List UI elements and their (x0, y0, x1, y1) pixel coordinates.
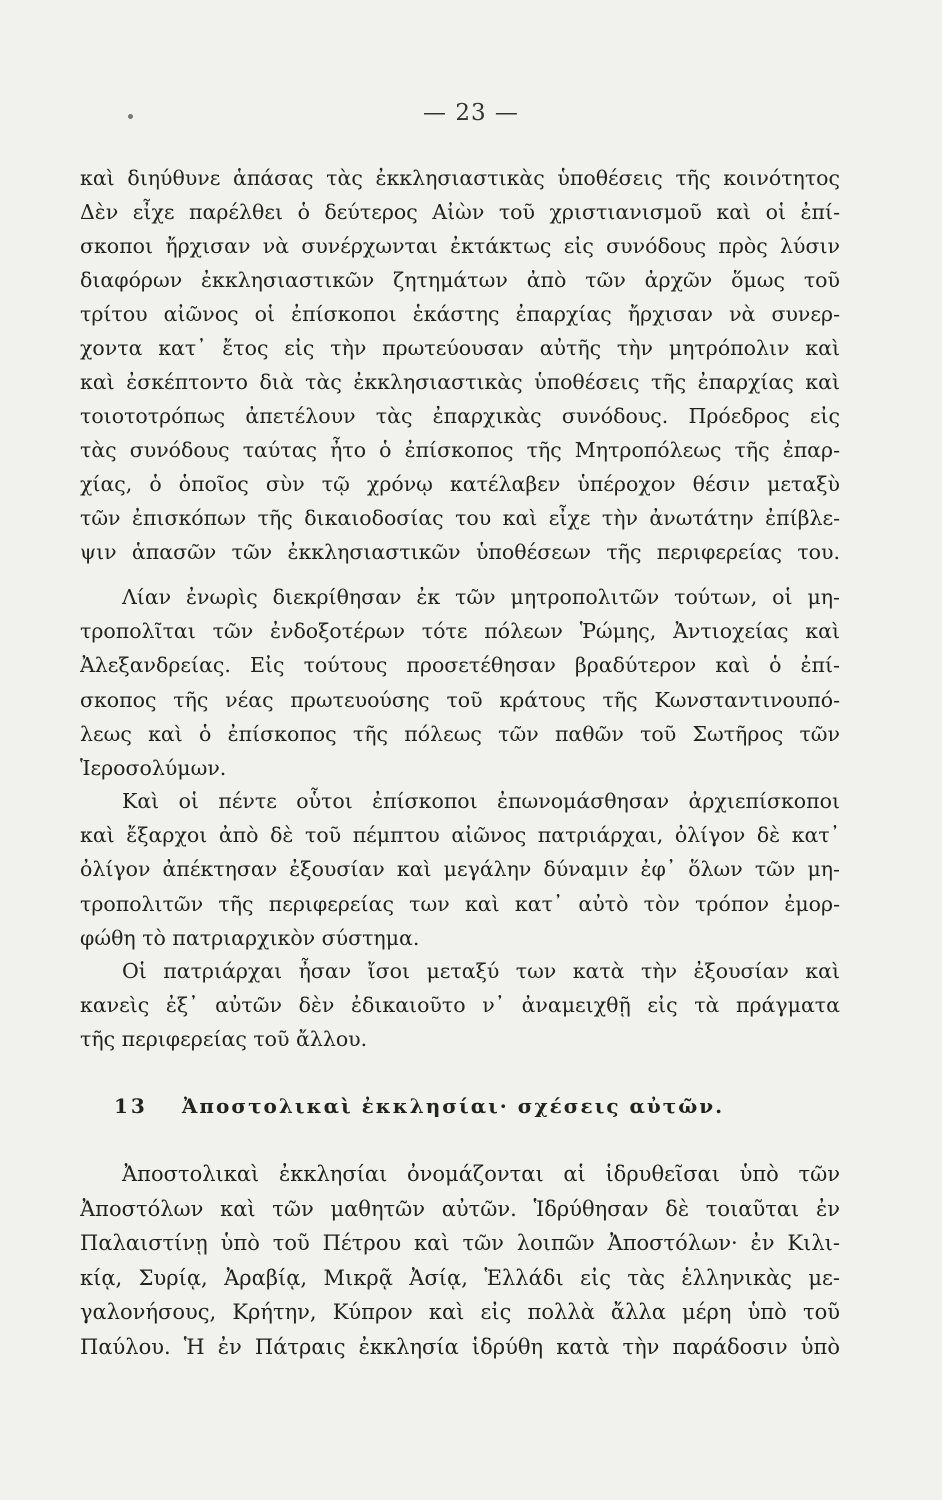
text-line: Οἱ πατριάρχαι ἦσαν ἴσοι μεταξύ των κατὰ τὴν ἐξουσίαν καὶ (122, 959, 840, 983)
text-line: Δὲν εἶχε παρέλθει ὁ δεύτερος Αἰὼν τοῦ χριστιανισμοῦ καὶ οἱ ἐπί- (80, 200, 840, 224)
text-line: τῶν ἐπισκόπων τῆς δικαιοδοσίας του καὶ εἶχε τὴν ἀνωτάτην ἐπίβλε- (80, 506, 840, 530)
text-line: ὀλίγον ἀπέκτησαν ἐξουσίαν καὶ μεγάλην δύναμιν ἐφ᾽ ὅλων τῶν μη- (80, 857, 840, 882)
section-heading (114, 1094, 724, 1118)
section-paragraph (80, 1157, 840, 1365)
text-line: λεως καὶ ὁ ἐπίσκοπος τῆς πόλεως τῶν παθῶν τοῦ Σωτῆρος τῶν (80, 721, 840, 746)
section-title: Ἀποστολικαὶ ἐκκλησίαι· σχέσεις αὐτῶν. (181, 1094, 725, 1118)
text-line: καὶ ἐσκέπτοντο διὰ τὰς ἐκκλησιαστικὰς ὑποθέσεις τῆς ἐπαρχίας καὶ (80, 370, 840, 394)
text-line: καὶ διηύθυνε ἁπάσας τὰς ἐκκλησιαστικὰς ὑποθέσεις τῆς κοινότητος (80, 166, 840, 190)
text-line: χίας, ὁ ὁποῖος σὺν τῷ χρόνῳ κατέλαβεν ὑπέροχον θέσιν μεταξὺ (80, 472, 840, 496)
paragraph-4 (80, 954, 840, 1057)
text-line: διαφόρων ἐκκλησιαστικῶν ζητημάτων ἀπὸ τῶν ἀρχῶν ὅμως τοῦ (80, 268, 840, 292)
text-line: καὶ ἔξαρχοι ἀπὸ δὲ τοῦ πέμπτου αἰῶνος πατριάρχαι, ὀλίγον δὲ κατ᾽ (80, 823, 840, 848)
page-number: — 23 — (423, 100, 519, 126)
paragraph-1 (80, 161, 840, 569)
text-line: τροπολῖται τῶν ἐνδοξοτέρων τότε πόλεων Ῥώμης, Ἀντιοχείας καὶ (80, 619, 840, 644)
text-line: κίᾳ, Συρίᾳ, Ἀραβίᾳ, Μικρᾷ Ἀσίᾳ, Ἑλλάδι εἰς τὰς ἑλληνικὰς με- (80, 1265, 840, 1290)
text-line: Λίαν ἐνωρὶς διεκρίθησαν ἐκ τῶν μητροπολιτῶν τούτων, οἱ μη- (122, 585, 840, 609)
text-line: χοντα κατ᾽ ἔτος εἰς τὴν πρωτεύουσαν αὐτῆς τὴν μητρόπολιν καὶ (80, 336, 840, 360)
text-line: Ἀποστόλων καὶ τῶν μαθητῶν αὐτῶν. Ἱδρύθησαν δὲ τοιαῦται ἐν (80, 1196, 840, 1221)
paragraph-3 (80, 784, 840, 955)
text-line: Ἱεροσολύμων. (80, 755, 227, 780)
text-line: Παλαιστίνῃ ὑπὸ τοῦ Πέτρου καὶ τῶν λοιπῶν Ἀποστόλων· ἐν Κιλι- (80, 1231, 840, 1256)
text-line: Παύλου. Ἡ ἐν Πάτραις ἐκκλησία ἱδρύθη κατὰ τὴν παράδοσιν ὑπὸ (80, 1334, 840, 1359)
section-number: 13 (114, 1094, 148, 1118)
text-line: ψιν ἁπασῶν τῶν ἐκκλησιαστικῶν ὑποθέσεων τῆς περιφερείας του. (80, 540, 840, 564)
text-line: φώθη τὸ πατριαρχικὸν σύστημα. (80, 925, 420, 950)
paragraph-2 (80, 580, 840, 785)
text-line: Καὶ οἱ πέντε οὗτοι ἐπίσκοποι ἐπωνομάσθησαν ἀρχιεπίσκοποι (122, 789, 840, 813)
text-line: τὰς συνόδους ταύτας ἦτο ὁ ἐπίσκοπος τῆς Μητροπόλεως τῆς ἐπαρ- (80, 438, 840, 462)
text-line: Ἀλεξανδρείας. Εἰς τούτους προσετέθησαν βραδύτερον καὶ ὁ ἐπί- (80, 653, 840, 678)
text-line: σκοποι ἤρχισαν νὰ συνέρχωνται ἐκτάκτως εἰς συνόδους πρὸς λύσιν (80, 234, 840, 258)
text-line: τρίτου αἰῶνος οἱ ἐπίσκοποι ἑκάστης ἐπαρχίας ἤρχισαν νὰ συνερ- (80, 302, 840, 326)
text-line: κανεὶς ἐξ᾽ αὐτῶν δὲν ἐδικαιοῦτο ν᾽ ἀναμειχθῇ εἰς τὰ πράγματα (80, 993, 840, 1018)
text-line: γαλονήσους, Κρήτην, Κύπρον καὶ εἰς πολλὰ ἄλλα μέρη ὑπὸ τοῦ (80, 1300, 840, 1325)
text-line: σκοπος τῆς νέας πρωτευούσης τοῦ κράτους τῆς Κωνσταντινουπό- (80, 687, 840, 712)
text-line: τοιοτοτρόπως ἀπετέλουν τὰς ἐπαρχικὰς συνόδους. Πρόεδρος εἰς (80, 404, 840, 428)
text-line: τροπολιτῶν τῆς περιφερείας των καὶ κατ᾽ αὐτὸ τὸν τρόπον ἐμορ- (80, 891, 840, 916)
text-line: Ἀποστολικαὶ ἐκκλησίαι ὀνομάζονται αἱ ἱδρυθεῖσαι ὑπὸ τῶν (122, 1162, 840, 1186)
text-line: τῆς περιφερείας τοῦ ἄλλου. (80, 1027, 368, 1052)
